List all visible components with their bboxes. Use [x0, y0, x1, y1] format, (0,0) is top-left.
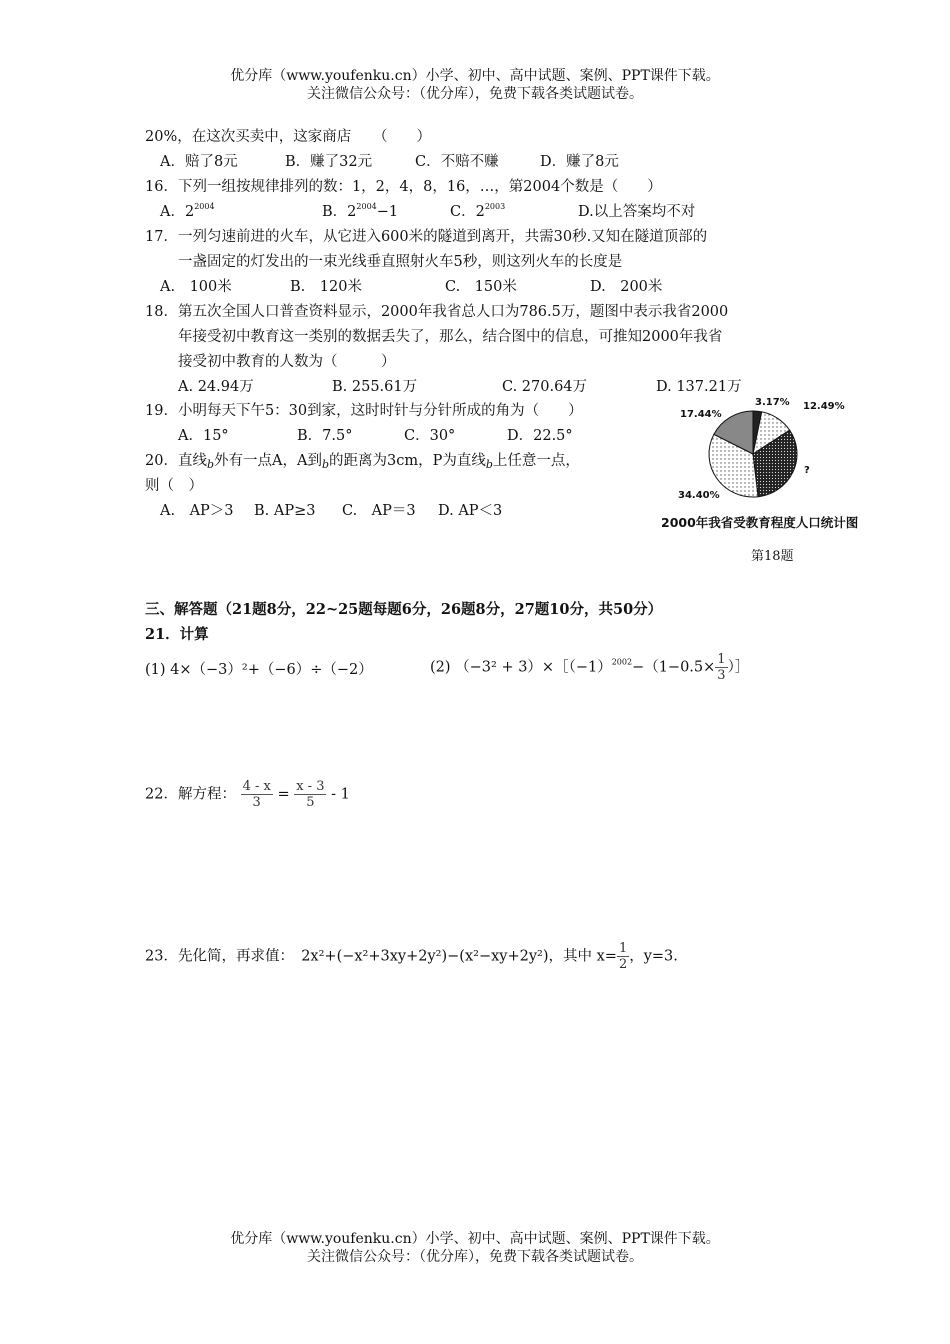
q18-line-3: 接受初中教育的人数为（ ） [178, 354, 396, 370]
q20-line-2: 则（ ） [145, 478, 203, 494]
q17-option-a: A. 100米 [160, 279, 232, 295]
q21-part-1: (1) 4×（−3）²+（−6）÷（−2） [145, 662, 373, 678]
footer-line-1: 优分库（www.youfenku.cn）小学、初中、高中试题、案例、PPT课件下载。 [230, 1231, 720, 1247]
q20-option-a: A. AP＞3 [160, 503, 234, 519]
pie-label-5: 34.40% [678, 490, 720, 501]
q16-stem: 16．下列一组按规律排列的数：1，2，4，8，16，…，第2004个数是（ ） [145, 179, 662, 195]
q18-option-a: A. 24.94万 [178, 379, 254, 395]
pie-chart-figure [660, 390, 900, 530]
q15-option-d: D．赚了8元 [540, 154, 619, 170]
q16-option-c: C．$2^{2003}$ [450, 202, 506, 220]
q18-option-d: D. 137.21万 [656, 379, 742, 395]
q15-option-c: C．不赔不赚 [415, 154, 499, 170]
q19-option-d: D．22.5° [507, 428, 573, 444]
q17-line-2: 一盏固定的灯发出的一束光线垂直照射火车5秒，则这列火车的长度是 [178, 254, 623, 270]
q20-stem: 20．直线$_b$外有一点A，A到$_b$的距离为3cm，P为直线$_b$上任意一点， [145, 453, 580, 471]
q20-option-d: D. AP＜3 [438, 503, 503, 519]
q20-option-c: C. AP＝3 [342, 503, 416, 519]
pie-label-3: 17.44% [680, 409, 722, 420]
section-3-title: 三、解答题（21题8分，22~25题每题6分，26题8分，27题10分，共50分） [145, 601, 663, 618]
q19-option-a: A．15° [178, 428, 229, 444]
pie-label-4: ? [804, 465, 810, 476]
q21-part-2: (2) $(-3^2 + 3)\times[(-1)^{2002}-(1-0.5\times$ $\frac{1}{3}$ ）］ [430, 652, 750, 683]
q22-left-fraction: $\frac{4 - x}{3}$ [242, 779, 271, 810]
q17-line-1: 17．一列匀速前进的火车，从它进入600米的隧道到离开，共需30秒.又知在隧道顶部的 [145, 229, 708, 245]
q15-option-b: B．赚了32元 [285, 154, 373, 170]
q21-title: 21．计算 [145, 626, 209, 643]
header-line-1: 优分库（www.youfenku.cn）小学、初中、高中试题、案例、PPT课件下载。 [230, 68, 720, 84]
q19-option-c: C．30° [404, 428, 456, 444]
q16-option-a: A．$2^{2004}$ [160, 202, 215, 220]
fraction-one-half: $\frac{1}{2}$ [618, 941, 628, 972]
q18-option-c: C. 270.64万 [502, 379, 588, 395]
header-line-2: 关注微信公众号：（优分库），免费下载各类试题试卷。 [307, 86, 643, 102]
q17-option-b: B. 120米 [290, 279, 362, 295]
q17-option-d: D. 200米 [590, 279, 663, 295]
q23: 23．先化简，再求值： 2x²+(−x²+3xy+2y²)−(x²−xy+2y²)，其中 x= $\frac{1}{2}$ ，y=3. [145, 941, 678, 972]
footer-line-2: 关注微信公众号：（优分库），免费下载各类试题试卷。 [307, 1249, 643, 1265]
q18-line-2: 年接受初中教育这一类别的数据丢失了，那么，结合图中的信息，可推知2000年我省 [178, 329, 723, 345]
q18-line-1: 18．第五次全国人口普查资料显示，2000年我省总人口为786.5万，题图中表示我省2000 [145, 304, 729, 320]
pie-label-1: 3.17% [755, 397, 790, 408]
q17-option-c: C. 150米 [445, 279, 517, 295]
q16-option-b: B．$2^{2004}-1$ [322, 202, 399, 220]
figure-ref: 第18题 [751, 549, 794, 564]
q22: 22．解方程： $\frac{4 - x}{3}$ = $\frac{x - 3}{5}$ - 1 [145, 779, 350, 810]
q18-option-b: B. 255.61万 [332, 379, 418, 395]
q15-stem: 20%，在这次买卖中，这家商店 （ ） [145, 129, 431, 145]
q19-option-b: B．7.5° [297, 428, 353, 444]
pie-label-2: 12.49% [803, 401, 845, 412]
q20-option-b: B. AP≥3 [254, 503, 316, 519]
fraction-one-third: $\frac{1}{3}$ [717, 652, 726, 683]
q19-stem: 19．小明每天下午5：30到家，这时时针与分针所成的角为（ ） [145, 403, 583, 419]
chart-caption: 2000年我省受教育程度人口统计图 [661, 515, 859, 530]
q16-option-d: D.以上答案均不对 [578, 204, 696, 220]
q22-right-fraction: $\frac{x - 3}{5}$ [296, 779, 325, 810]
q15-option-a: A．赔了8元 [160, 154, 238, 170]
